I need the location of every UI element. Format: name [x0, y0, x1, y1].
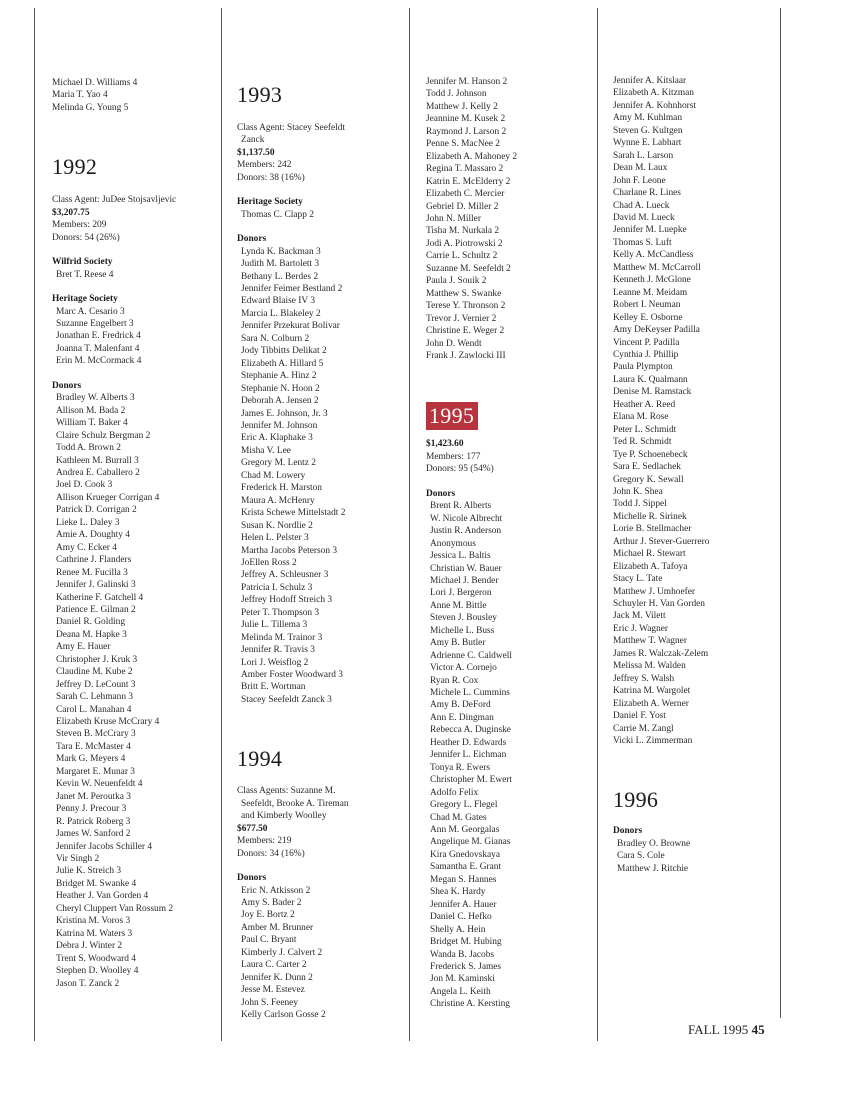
donor-name: John S. Feeney: [241, 997, 299, 1008]
donor-name: Robert I. Neuman: [613, 300, 681, 311]
donor-name: Eric N. Atkisson 2: [241, 885, 311, 896]
donor-name: Elizabeth A. Hillard 5: [241, 358, 324, 369]
donor-name: Patricia I. Schulz 3: [241, 582, 313, 593]
donor-name: Julie L. Tillema 3: [241, 620, 308, 631]
donor-name: Ryan R. Cox: [430, 675, 479, 686]
donor-name: Daniel R. Golding: [56, 617, 126, 628]
section-heading-heritage: Heritage Society: [52, 294, 118, 305]
donor-name: Denise M. Ramstack: [613, 387, 692, 398]
donor-name: Angelique M. Gianas: [430, 837, 511, 848]
donor-name: Bradley O. Browne: [617, 838, 691, 849]
gift-amount: $3,207.75: [52, 207, 90, 218]
donor-name: Heather D. Edwards: [430, 737, 507, 748]
donor-name: Jeffrey S. Walsh: [613, 673, 675, 684]
donor-name: Maura A. McHenry: [241, 495, 315, 506]
donor-name: Charlane R. Lines: [613, 188, 681, 199]
donor-name: Lynda K. Backman 3: [241, 246, 321, 257]
year-heading-1996: 1996: [613, 787, 659, 813]
members-count: Members: 177: [426, 451, 481, 462]
donor-name: Lori J. Weisflog 2: [241, 657, 309, 668]
donor-name: Ann M. Georgalas: [430, 825, 500, 836]
donor-name: Kathleen M. Burrall 3: [56, 455, 139, 466]
donor-name: Elizabeth A. Kitzman: [613, 88, 694, 99]
class-agent: [237, 122, 407, 147]
donor-name: Kelly A. McCandless: [613, 250, 694, 261]
year-heading-1993: 1993: [237, 82, 283, 107]
donor-name: Cynthia J. Phillip: [613, 349, 679, 360]
donor-name: Stacy L. Tate: [613, 574, 663, 585]
donor-name: Ann E. Dingman: [430, 712, 494, 723]
donor-name: Jessica L. Baltis: [430, 551, 491, 562]
donor-name: Katherine F. Gatchell 4: [56, 592, 144, 603]
donor-name: Heather A. Reed: [613, 399, 676, 410]
donor-name: Eric A. Klaphake 3: [241, 433, 313, 444]
page-number: 45: [751, 1022, 765, 1037]
section-heading-donors: Donors: [52, 380, 82, 391]
class-agent-line: Zanck: [241, 135, 265, 146]
donor-name: Stephanie N. Hoon 2: [241, 383, 320, 394]
column-rule-3: [409, 8, 410, 1041]
donor-name: Carol L. Manahan 4: [56, 704, 132, 715]
donor-name: Matthew T. Wagner: [613, 636, 687, 647]
column-1: [52, 77, 218, 990]
donor-name: Paula Plympton: [613, 362, 673, 373]
donor-name: Elizabeth A. Mahoney 2: [426, 151, 518, 162]
donor-name: Britt E. Wortman: [241, 682, 306, 693]
donor-name: Laura C. Carter 2: [241, 960, 307, 971]
donor-name: Melinda M. Trainor 3: [241, 632, 323, 643]
donor-name: Daniel F. Yost: [613, 711, 666, 722]
donor-name: Chad M. Lowery: [241, 470, 306, 481]
donor-name: Samantha E. Grant: [430, 862, 502, 873]
donor-name: Matthew S. Swanke: [426, 288, 502, 299]
donor-name: Todd J. Sippel: [613, 499, 667, 510]
members-count: Members: 209: [52, 220, 107, 231]
column-2: [237, 82, 407, 1022]
donor-name: Jon M. Kaminski: [430, 974, 495, 985]
donor-name: Jennifer Feimer Bestland 2: [241, 283, 343, 294]
donor-name: Elizabeth A. Tafoya: [613, 561, 688, 572]
section-heading-wilfrid: Wilfrid Society: [52, 257, 113, 268]
donor-name: Kimberly J. Calvert 2: [241, 947, 323, 958]
donor-name: Jennifer J. Galinski 3: [56, 580, 136, 591]
donor-name: Claire Schulz Bergman 2: [56, 430, 151, 441]
donor-name: Gregory L. Flegel: [430, 800, 498, 811]
donor-name: R. Patrick Roberg 3: [56, 816, 131, 827]
donor-name: Suzanne M. Seefeldt 2: [426, 263, 511, 274]
donor-name: Frederick S. James: [430, 962, 502, 972]
donor-name: Jason T. Zanck 2: [56, 978, 120, 989]
donor-name: Matthew J. Umhoefer: [613, 586, 696, 597]
donor-name: Christine E. Weger 2: [426, 326, 505, 337]
donor-name: Eric J. Wagner: [613, 623, 669, 634]
donor-name: Jennifer Jacobs Schiller 4: [56, 841, 153, 852]
heritage-society-list: [52, 306, 218, 368]
donor-name: Mark G. Meyers 4: [56, 754, 126, 765]
members-count: Members: 219: [237, 836, 292, 847]
donor-name: Elizabeth Kruse McCrary 4: [56, 717, 160, 728]
class-agent-line: and Kimberly Woolley: [241, 811, 327, 822]
donor-name: Cheryl Cluppert Van Rossum 2: [56, 903, 174, 914]
donor-name: Janet M. Peroutka 3: [56, 791, 131, 802]
donor-name: Dean M. Laux: [613, 163, 668, 174]
donor-name: John N. Miller: [426, 213, 481, 224]
donor-name: Frederick H. Marston: [241, 483, 322, 494]
gift-amount: $1,137.50: [237, 147, 275, 158]
donor-name: Judith M. Bartolett 3: [241, 259, 320, 270]
heritage-society-list: [237, 209, 407, 221]
donor-name: Allison Krueger Corrigan 4: [56, 492, 160, 503]
donor-name: Martha Jacobs Peterson 3: [241, 545, 338, 556]
donor-name: Michael R. Stewart: [613, 549, 686, 560]
donor-name: Suzanne Engelbert 3: [56, 318, 134, 329]
donor-name: Jeannine M. Kusek 2: [426, 114, 506, 125]
donor-name: Stacey Seefeldt Zanck 3: [241, 694, 332, 705]
donor-name: Susan K. Nordlie 2: [241, 520, 313, 531]
donor-name: Steven G. Kultgen: [613, 125, 683, 136]
donor-name: Jennifer A. Kohnhorst: [613, 100, 697, 111]
donor-name: Elana M. Rose: [613, 412, 669, 423]
donor-name: Sara E. Sedlachek: [613, 462, 681, 473]
donor-name: Christopher M. Ewert: [430, 775, 513, 786]
donor-name: Matthew J. Ritchie: [617, 863, 689, 874]
donor-name: Renee M. Fucilla 3: [56, 567, 128, 578]
donor-name: Carrie M. Zangl: [613, 723, 674, 734]
donor-name: Debra J. Winter 2: [56, 941, 123, 952]
donors-count: Donors: 54 (26%): [52, 232, 120, 243]
donor-name: Anonymous: [430, 538, 476, 549]
donor-name: Chad M. Gates: [430, 812, 487, 823]
donor-name: Shea K. Hardy: [430, 887, 486, 898]
donor-name: Melinda G. Young 5: [52, 102, 129, 113]
page-footer: [688, 1022, 765, 1038]
year-heading-1994: 1994: [237, 746, 283, 772]
donor-name: Michelle L. Buss: [430, 625, 495, 636]
donor-name: Gregory K. Sewall: [613, 474, 684, 485]
donor-name: Amy E. Hauer: [56, 642, 111, 653]
donor-list: [237, 246, 407, 707]
donor-name: Melissa M. Walden: [613, 661, 686, 672]
donor-name: Sara N. Colburn 2: [241, 333, 310, 344]
donor-name: Bethany L. Berdes 2: [241, 271, 319, 282]
donors-count: Donors: 34 (16%): [237, 848, 305, 859]
donor-name: Wanda B. Jacobs: [430, 949, 495, 960]
donor-name: Regina T. Massaro 2: [426, 164, 504, 175]
donor-name: Arthur J. Stever-Guerrero: [613, 536, 710, 547]
donor-name: Jeffrey D. LeCount 3: [56, 679, 136, 690]
donor-name: Jennifer Przekurat Bolivar: [241, 321, 340, 332]
donor-name: Vincent P. Padilla: [613, 337, 680, 348]
donor-list: [613, 838, 779, 875]
donor-name: Brent R. Alberts: [430, 501, 492, 512]
donor-name: Christopher J. Kruk 3: [56, 654, 138, 665]
donor-name: Matthew M. McCarroll: [613, 262, 701, 273]
year-heading-1992: 1992: [52, 154, 98, 180]
donor-name: Katrina M. Waters 3: [56, 928, 133, 939]
donor-name: Vir Singh 2: [56, 854, 100, 865]
continued-donor-list: [426, 76, 596, 362]
donor-name: Jeffrey Hodoff Streich 3: [241, 595, 333, 606]
continued-donor-list: [52, 77, 218, 114]
donor-name: Michael J. Bender: [430, 575, 499, 586]
donor-list: [52, 392, 218, 990]
donor-name: Kenneth J. McGlone: [613, 275, 691, 286]
donor-name: Jennifer M. Hanson 2: [426, 77, 508, 87]
donor-name: Lorie B. Stellmacher: [613, 524, 692, 535]
donor-name: Jeffrey A. Schleusner 3: [241, 570, 329, 581]
donor-name: Jesse M. Estevez: [241, 985, 305, 996]
donor-name: John K. Shea: [613, 486, 663, 497]
donor-name: Joel D. Cook 3: [56, 480, 113, 491]
donor-name: Christian W. Bauer: [430, 563, 502, 574]
donor-name: Todd J. Johnson: [426, 89, 487, 100]
donor-name: Leanne M. Meidam: [613, 287, 688, 298]
donor-name: Steven B. McCrary 3: [56, 729, 136, 740]
column-4: [613, 75, 779, 875]
donor-name: Tonya R. Ewers: [430, 762, 491, 773]
donor-name: Bret T. Reese 4: [56, 269, 114, 280]
donor-name: Elizabeth C. Mercier: [426, 189, 505, 200]
donor-name: Matthew J. Kelly 2: [426, 101, 498, 112]
donor-name: Amy B. DeFord: [430, 700, 491, 711]
donor-name: Kevin W. Neuenfeldt 4: [56, 779, 143, 790]
donor-name: Jonathan E. Fredrick 4: [56, 331, 141, 342]
class-agent-line: Class Agents: Suzanne M.: [237, 786, 336, 797]
donor-name: Michelle R. Sirinek: [613, 511, 687, 522]
donor-name: Marcia L. Blakeley 2: [241, 308, 321, 319]
donor-name: Amy M. Kuhlman: [613, 113, 683, 124]
donor-name: Jody Tibbitts Delikat 2: [241, 346, 327, 357]
donor-name: Stephanie A. Hinz 2: [241, 371, 317, 382]
donor-name: Kelley E. Osborne: [613, 312, 683, 323]
section-heading-donors: Donors: [237, 234, 267, 245]
donor-name: Trent S. Woodward 4: [56, 953, 136, 964]
donor-name: Claudine M. Kube 2: [56, 667, 133, 678]
donors-count: Donors: 38 (16%): [237, 172, 305, 183]
donor-name: Kristina M. Voros 3: [56, 916, 131, 927]
donor-name: Terese Y. Thronson 2: [426, 301, 506, 312]
donor-name: Carrie L. Schultz 2: [426, 251, 498, 262]
donor-name: Sarah C. Lehmann 3: [56, 692, 134, 703]
donor-name: Tara E. McMaster 4: [56, 741, 131, 752]
donor-name: Heather J. Van Gorden 4: [56, 891, 149, 902]
donor-name: Anne M. Bittle: [430, 600, 487, 611]
class-agents: [237, 785, 407, 822]
donor-name: Trevor J. Vernier 2: [426, 313, 497, 324]
donor-name: Shelly A. Hein: [430, 924, 486, 935]
donor-name: Jennifer M. Luepke: [613, 225, 687, 236]
donor-name: Deborah A. Jensen 2: [241, 396, 319, 407]
section-heading-donors: Donors: [237, 873, 267, 884]
donor-name: Krista Schewe Mittelstadt 2: [241, 508, 346, 519]
donor-name: James R. Walczak-Zelem: [613, 648, 709, 659]
donor-name: Justin R. Anderson: [430, 526, 502, 537]
donor-name: Bradley W. Alberts 3: [56, 393, 135, 404]
donor-name: Kelly Carlson Gosse 2: [241, 1010, 326, 1021]
donor-name: Allison M. Bada 2: [56, 405, 126, 416]
donor-name: Adolfo Felix: [430, 787, 479, 798]
donor-name: Amy C. Ecker 4: [56, 542, 117, 553]
donor-name: Jennifer R. Travis 3: [241, 645, 315, 656]
donor-name: Paul C. Bryant: [241, 935, 297, 946]
donor-name: Wynne E. Labhart: [613, 138, 682, 149]
donor-name: Vicki L. Zimmerman: [613, 736, 693, 747]
donor-name: Schuyler H. Van Gorden: [613, 599, 705, 610]
donor-name: Katrin E. McElderry 2: [426, 176, 511, 187]
donor-name: Adrienne C. Caldwell: [430, 650, 513, 661]
donor-name: Amie A. Doughty 4: [56, 530, 130, 541]
donor-name: W. Nicole Albrecht: [430, 513, 503, 524]
donor-name: Jack M. Vilett: [613, 611, 666, 622]
donor-name: Elizabeth A. Werner: [613, 698, 689, 709]
donor-name: Misha V. Lee: [241, 445, 291, 456]
donor-name: Peter T. Thompson 3: [241, 607, 320, 618]
donor-name: Daniel C. Hefko: [430, 912, 492, 923]
donor-name: Angela L. Keith: [430, 986, 491, 997]
donor-name: Deana M. Hapke 3: [56, 629, 127, 640]
class-agent: Class Agent: JuDee Stojsavljevic: [52, 195, 177, 206]
donor-name: Cathrine J. Flanders: [56, 555, 132, 566]
donor-name: Lieke L. Daley 3: [56, 517, 120, 528]
donor-name: Bridget M. Swanke 4: [56, 878, 137, 889]
donor-name: Joy E. Bortz 2: [241, 910, 295, 921]
donor-name: Chad A. Lueck: [613, 200, 670, 211]
wilfrid-society-list: [52, 269, 218, 281]
donor-name: Erin M. McCormack 4: [56, 356, 142, 367]
donor-name: Amy B. Butler: [430, 638, 486, 649]
year-heading-1995: [426, 402, 596, 430]
donor-name: Kira Gnedovskaya: [430, 849, 501, 860]
donor-name: Julie K. Streich 3: [56, 866, 122, 877]
gift-amount: $1,423.60: [426, 439, 464, 450]
donor-name: Laura K. Qualmann: [613, 374, 688, 385]
donor-name: Peter L. Schmidt: [613, 424, 677, 435]
donor-name: Joanna T. Malenfant 4: [56, 343, 140, 354]
donor-name: Marc A. Cesario 3: [56, 306, 125, 317]
donor-name: Gebriel D. Miller 2: [426, 201, 499, 212]
donor-name: Katrina M. Wargolet: [613, 686, 691, 697]
donor-name: Ted R. Schmidt: [613, 437, 672, 448]
issue-label: FALL 1995: [688, 1022, 749, 1037]
donor-list: [237, 885, 407, 1022]
column-3: [426, 76, 596, 1011]
donor-name: Helen L. Pelster 3: [241, 533, 309, 544]
donor-name: Edward Blaise IV 3: [241, 296, 316, 307]
donor-name: Sarah L. Larson: [613, 150, 674, 161]
donor-name: Penne S. MacNee 2: [426, 139, 500, 150]
column-rule-1: [34, 8, 35, 1041]
donor-name: David M. Lueck: [613, 212, 675, 223]
donor-list: [426, 500, 596, 1011]
section-heading-donors: Donors: [613, 826, 643, 837]
donor-name: Rebecca A. Duginske: [430, 725, 511, 736]
donor-name: Paula J. Souik 2: [426, 276, 487, 287]
donor-name: Steven J. Bousley: [430, 613, 497, 624]
donor-name: Megan S. Hannes: [430, 874, 497, 885]
donor-name: James W. Sanford 2: [56, 829, 131, 840]
donor-name: Michele L. Cummins: [430, 688, 510, 699]
class-agent-line: Class Agent: Stacey Seefeldt: [237, 123, 346, 133]
gift-amount: $677.50: [237, 823, 268, 834]
section-heading-donors: Donors: [426, 488, 456, 499]
members-count: Members: 242: [237, 160, 292, 171]
donor-name: Raymond J. Larson 2: [426, 126, 507, 137]
donor-name: John D. Wendt: [426, 338, 482, 349]
continued-donor-list: [613, 75, 779, 747]
donor-name: JoEllen Ross 2: [241, 557, 297, 568]
donor-name: Amy S. Bader 2: [241, 898, 302, 909]
donor-name: Gregory M. Lentz 2: [241, 458, 316, 469]
section-heading-heritage: Heritage Society: [237, 197, 303, 208]
donor-name: Lori J. Bergeron: [430, 588, 492, 599]
donor-name: Jennifer L. Eichman: [430, 750, 507, 761]
donor-name: Amber M. Brunner: [241, 922, 314, 933]
donor-name: Jodi A. Piotrowski 2: [426, 238, 503, 249]
donor-name: Andrea E. Caballero 2: [56, 467, 140, 478]
donor-name: Christine A. Kersting: [430, 999, 510, 1010]
donor-name: Tisha M. Nurkala 2: [426, 226, 500, 237]
donor-name: John F. Leone: [613, 175, 666, 186]
donors-count: Donors: 95 (54%): [426, 464, 494, 475]
donor-name: Cara S. Cole: [617, 851, 665, 862]
donor-name: Jennifer A. Kitslaar: [613, 76, 687, 86]
donor-name: William T. Baker 4: [56, 418, 128, 429]
donor-name: Jennifer M. Johnson: [241, 420, 318, 431]
donor-name: Michael D. Williams 4: [52, 78, 138, 88]
donor-name: Tye P. Schoenebeck: [613, 449, 688, 460]
donor-name: Amy DeKeyser Padilla: [613, 325, 700, 336]
donor-name: Thomas C. Clapp 2: [241, 209, 314, 220]
column-rule-2: [221, 8, 222, 1041]
donor-name: Patrick D. Corrigan 2: [56, 505, 137, 516]
donor-name: Jennifer A. Hauer: [430, 899, 497, 910]
donor-name: Maria T. Yao 4: [52, 90, 108, 101]
donor-name: Todd A. Brown 2: [56, 443, 121, 454]
donor-name: Jennifer K. Dunn 2: [241, 972, 313, 983]
donor-name: Bridget M. Hubing: [430, 937, 502, 948]
donor-name: Thomas S. Luft: [613, 237, 672, 248]
column-rule-4: [597, 8, 598, 1041]
donor-name: Stephen D. Woolley 4: [56, 966, 139, 977]
donor-name: James E. Johnson, Jr. 3: [241, 408, 328, 419]
column-rule-5: [780, 8, 781, 1018]
donor-name: Frank J. Zawlocki III: [426, 350, 506, 361]
class-agent-line: Seefeldt, Brooke A. Tireman: [241, 798, 349, 809]
donor-name: Victor A. Cornejo: [430, 663, 497, 674]
donor-name: Patience E. Gilman 2: [56, 604, 136, 615]
donor-name: Margaret E. Munar 3: [56, 766, 135, 777]
year-highlight-box: 1995: [426, 402, 478, 430]
donor-name: Amber Foster Woodward 3: [241, 670, 343, 681]
donor-name: Penny J. Precour 3: [56, 804, 127, 815]
